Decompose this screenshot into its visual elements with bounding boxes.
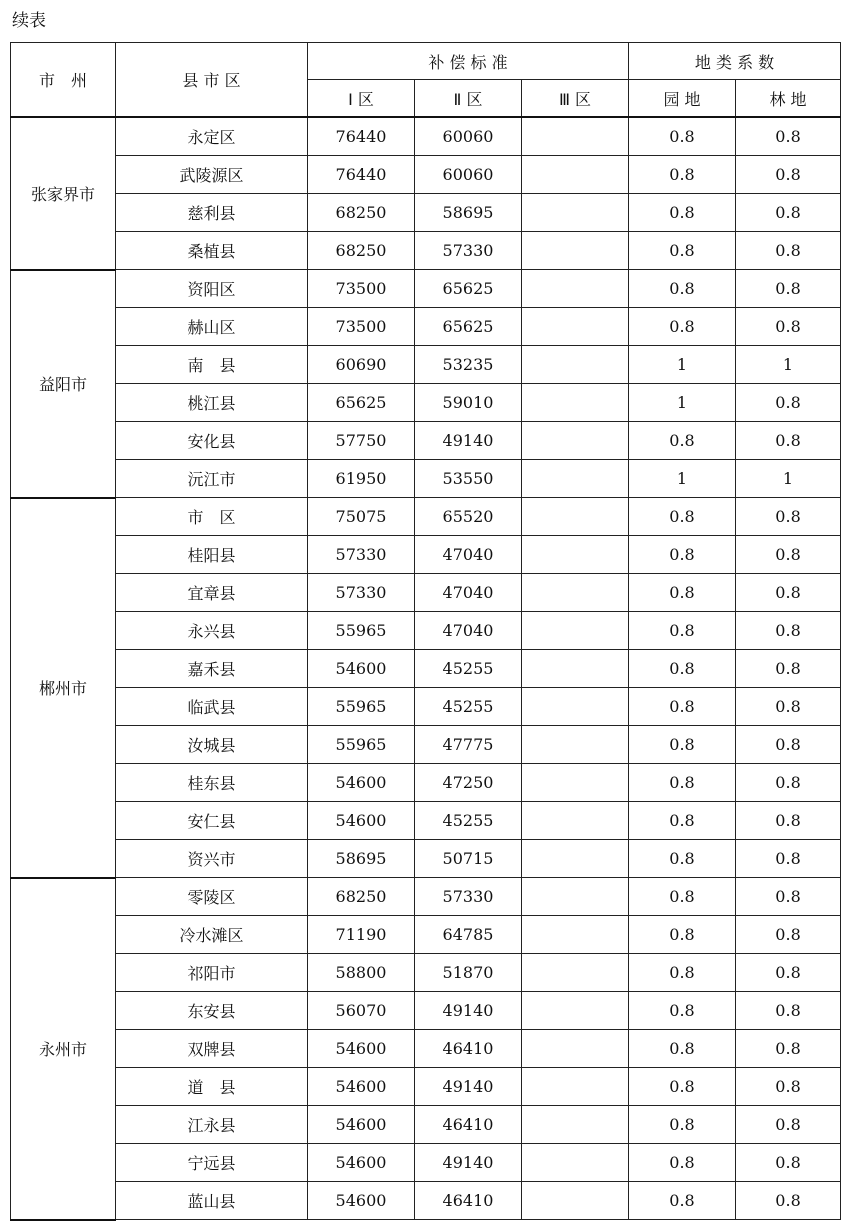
county-cell: 桑植县 [116, 232, 308, 270]
header-standard: 补 偿 标 准 [308, 43, 629, 80]
county-cell: 桂东县 [116, 764, 308, 802]
zone-2-cell: 57330 [415, 878, 522, 916]
zone-3-cell [522, 270, 629, 308]
table-row [11, 650, 841, 688]
header-zone-3: Ⅲ 区 [522, 80, 629, 118]
zone-1-cell: 55965 [308, 612, 415, 650]
county-cell: 市 区 [116, 498, 308, 536]
garden-coef-cell: 0.8 [629, 954, 736, 992]
table-row [11, 1030, 841, 1068]
zone-1-cell: 73500 [308, 270, 415, 308]
table-row [11, 840, 841, 878]
zone-1-cell: 57330 [308, 574, 415, 612]
zone-2-cell: 49140 [415, 992, 522, 1030]
zone-1-cell: 71190 [308, 916, 415, 954]
zone-1-cell: 73500 [308, 308, 415, 346]
zone-1-cell: 57330 [308, 536, 415, 574]
table-header [11, 43, 841, 118]
forest-coef-cell: 0.8 [736, 498, 841, 536]
header-zone-1: Ⅰ 区 [308, 80, 415, 118]
zone-3-cell [522, 1030, 629, 1068]
table-body [11, 117, 841, 1220]
zone-2-cell: 65625 [415, 308, 522, 346]
forest-coef-cell: 0.8 [736, 916, 841, 954]
zone-2-cell: 53550 [415, 460, 522, 498]
garden-coef-cell: 0.8 [629, 1106, 736, 1144]
forest-coef-cell: 1 [736, 460, 841, 498]
zone-1-cell: 54600 [308, 1182, 415, 1220]
forest-coef-cell: 0.8 [736, 117, 841, 156]
garden-coef-cell: 0.8 [629, 992, 736, 1030]
zone-3-cell [522, 650, 629, 688]
forest-coef-cell: 0.8 [736, 1144, 841, 1182]
zone-2-cell: 49140 [415, 1068, 522, 1106]
county-cell: 桂阳县 [116, 536, 308, 574]
garden-coef-cell: 0.8 [629, 878, 736, 916]
forest-coef-cell: 0.8 [736, 194, 841, 232]
garden-coef-cell: 0.8 [629, 117, 736, 156]
city-cell: 郴州市 [11, 498, 116, 878]
garden-coef-cell: 0.8 [629, 308, 736, 346]
county-cell: 桃江县 [116, 384, 308, 422]
zone-2-cell: 47775 [415, 726, 522, 764]
forest-coef-cell: 1 [736, 346, 841, 384]
zone-1-cell: 65625 [308, 384, 415, 422]
table-row [11, 156, 841, 194]
county-cell: 双牌县 [116, 1030, 308, 1068]
zone-3-cell [522, 1144, 629, 1182]
city-cell: 张家界市 [11, 117, 116, 270]
garden-coef-cell: 0.8 [629, 1144, 736, 1182]
forest-coef-cell: 0.8 [736, 384, 841, 422]
forest-coef-cell: 0.8 [736, 574, 841, 612]
county-cell: 永定区 [116, 117, 308, 156]
zone-3-cell [522, 688, 629, 726]
city-cell: 益阳市 [11, 270, 116, 498]
forest-coef-cell: 0.8 [736, 308, 841, 346]
zone-1-cell: 68250 [308, 878, 415, 916]
zone-2-cell: 53235 [415, 346, 522, 384]
zone-2-cell: 51870 [415, 954, 522, 992]
forest-coef-cell: 0.8 [736, 954, 841, 992]
zone-3-cell [522, 232, 629, 270]
zone-1-cell: 54600 [308, 1144, 415, 1182]
forest-coef-cell: 0.8 [736, 1182, 841, 1220]
county-cell: 安化县 [116, 422, 308, 460]
table-row [11, 726, 841, 764]
table-row [11, 612, 841, 650]
county-cell: 宁远县 [116, 1144, 308, 1182]
table-row [11, 764, 841, 802]
zone-3-cell [522, 460, 629, 498]
zone-1-cell: 55965 [308, 726, 415, 764]
table-row [11, 802, 841, 840]
zone-3-cell [522, 916, 629, 954]
zone-1-cell: 54600 [308, 1030, 415, 1068]
zone-3-cell [522, 1106, 629, 1144]
zone-3-cell [522, 726, 629, 764]
table-row [11, 498, 841, 536]
zone-2-cell: 46410 [415, 1030, 522, 1068]
zone-2-cell: 46410 [415, 1182, 522, 1220]
compensation-table [10, 42, 841, 1221]
garden-coef-cell: 0.8 [629, 156, 736, 194]
zone-3-cell [522, 992, 629, 1030]
table-row [11, 1144, 841, 1182]
zone-1-cell: 68250 [308, 232, 415, 270]
county-cell: 资阳区 [116, 270, 308, 308]
zone-1-cell: 54600 [308, 650, 415, 688]
header-county: 县 市 区 [116, 43, 308, 118]
zone-2-cell: 47040 [415, 574, 522, 612]
zone-1-cell: 58695 [308, 840, 415, 878]
zone-2-cell: 60060 [415, 117, 522, 156]
forest-coef-cell: 0.8 [736, 612, 841, 650]
county-cell: 安仁县 [116, 802, 308, 840]
zone-1-cell: 54600 [308, 1068, 415, 1106]
table-row [11, 1182, 841, 1220]
forest-coef-cell: 0.8 [736, 270, 841, 308]
county-cell: 永兴县 [116, 612, 308, 650]
zone-3-cell [522, 1068, 629, 1106]
zone-2-cell: 45255 [415, 802, 522, 840]
garden-coef-cell: 0.8 [629, 916, 736, 954]
zone-1-cell: 76440 [308, 156, 415, 194]
table-row [11, 232, 841, 270]
county-cell: 蓝山县 [116, 1182, 308, 1220]
table-row [11, 1106, 841, 1144]
forest-coef-cell: 0.8 [736, 726, 841, 764]
zone-1-cell: 68250 [308, 194, 415, 232]
forest-coef-cell: 0.8 [736, 1030, 841, 1068]
table-row [11, 916, 841, 954]
zone-1-cell: 54600 [308, 764, 415, 802]
table-row [11, 308, 841, 346]
zone-3-cell [522, 194, 629, 232]
table-row [11, 574, 841, 612]
garden-coef-cell: 0.8 [629, 1068, 736, 1106]
garden-coef-cell: 0.8 [629, 688, 736, 726]
table-row [11, 460, 841, 498]
zone-3-cell [522, 308, 629, 346]
zone-1-cell: 61950 [308, 460, 415, 498]
forest-coef-cell: 0.8 [736, 992, 841, 1030]
zone-3-cell [522, 878, 629, 916]
garden-coef-cell: 0.8 [629, 1030, 736, 1068]
garden-coef-cell: 1 [629, 346, 736, 384]
forest-coef-cell: 0.8 [736, 156, 841, 194]
garden-coef-cell: 0.8 [629, 574, 736, 612]
garden-coef-cell: 1 [629, 460, 736, 498]
zone-3-cell [522, 536, 629, 574]
county-cell: 慈利县 [116, 194, 308, 232]
garden-coef-cell: 0.8 [629, 764, 736, 802]
zone-2-cell: 45255 [415, 688, 522, 726]
table-row [11, 992, 841, 1030]
garden-coef-cell: 0.8 [629, 422, 736, 460]
county-cell: 宜章县 [116, 574, 308, 612]
zone-2-cell: 58695 [415, 194, 522, 232]
zone-2-cell: 65625 [415, 270, 522, 308]
county-cell: 嘉禾县 [116, 650, 308, 688]
zone-3-cell [522, 840, 629, 878]
forest-coef-cell: 0.8 [736, 650, 841, 688]
table-row [11, 688, 841, 726]
garden-coef-cell: 0.8 [629, 802, 736, 840]
county-cell: 沅江市 [116, 460, 308, 498]
forest-coef-cell: 0.8 [736, 232, 841, 270]
county-cell: 武陵源区 [116, 156, 308, 194]
header-coefficient: 地 类 系 数 [629, 43, 841, 80]
zone-2-cell: 47040 [415, 536, 522, 574]
county-cell: 祁阳市 [116, 954, 308, 992]
county-cell: 临武县 [116, 688, 308, 726]
garden-coef-cell: 0.8 [629, 270, 736, 308]
garden-coef-cell: 0.8 [629, 650, 736, 688]
zone-3-cell [522, 422, 629, 460]
forest-coef-cell: 0.8 [736, 802, 841, 840]
table-row [11, 117, 841, 156]
zone-1-cell: 55965 [308, 688, 415, 726]
zone-1-cell: 75075 [308, 498, 415, 536]
garden-coef-cell: 0.8 [629, 194, 736, 232]
county-cell: 东安县 [116, 992, 308, 1030]
zone-2-cell: 57330 [415, 232, 522, 270]
zone-2-cell: 45255 [415, 650, 522, 688]
garden-coef-cell: 0.8 [629, 498, 736, 536]
table-row [11, 878, 841, 916]
county-cell: 汝城县 [116, 726, 308, 764]
zone-2-cell: 60060 [415, 156, 522, 194]
forest-coef-cell: 0.8 [736, 422, 841, 460]
table-row [11, 384, 841, 422]
header-zone-2: Ⅱ 区 [415, 80, 522, 118]
header-city: 市 州 [11, 43, 116, 118]
garden-coef-cell: 0.8 [629, 232, 736, 270]
zone-1-cell: 57750 [308, 422, 415, 460]
county-cell: 道 县 [116, 1068, 308, 1106]
table-row [11, 954, 841, 992]
zone-2-cell: 46410 [415, 1106, 522, 1144]
table-row [11, 194, 841, 232]
forest-coef-cell: 0.8 [736, 764, 841, 802]
zone-3-cell [522, 346, 629, 384]
garden-coef-cell: 0.8 [629, 840, 736, 878]
zone-3-cell [522, 954, 629, 992]
zone-3-cell [522, 574, 629, 612]
city-cell: 永州市 [11, 878, 116, 1220]
zone-2-cell: 47040 [415, 612, 522, 650]
zone-3-cell [522, 802, 629, 840]
zone-2-cell: 59010 [415, 384, 522, 422]
forest-coef-cell: 0.8 [736, 840, 841, 878]
table-row [11, 536, 841, 574]
zone-2-cell: 49140 [415, 422, 522, 460]
zone-2-cell: 64785 [415, 916, 522, 954]
forest-coef-cell: 0.8 [736, 1106, 841, 1144]
county-cell: 赫山区 [116, 308, 308, 346]
zone-1-cell: 54600 [308, 1106, 415, 1144]
zone-3-cell [522, 498, 629, 536]
zone-1-cell: 58800 [308, 954, 415, 992]
header-garden: 园 地 [629, 80, 736, 118]
county-cell: 资兴市 [116, 840, 308, 878]
garden-coef-cell: 1 [629, 384, 736, 422]
table-row [11, 346, 841, 384]
zone-2-cell: 50715 [415, 840, 522, 878]
forest-coef-cell: 0.8 [736, 878, 841, 916]
zone-2-cell: 65520 [415, 498, 522, 536]
zone-3-cell [522, 612, 629, 650]
table-row [11, 270, 841, 308]
zone-3-cell [522, 384, 629, 422]
table-row [11, 1068, 841, 1106]
county-cell: 冷水滩区 [116, 916, 308, 954]
zone-2-cell: 49140 [415, 1144, 522, 1182]
county-cell: 零陵区 [116, 878, 308, 916]
zone-3-cell [522, 117, 629, 156]
county-cell: 南 县 [116, 346, 308, 384]
garden-coef-cell: 0.8 [629, 726, 736, 764]
table-row [11, 422, 841, 460]
garden-coef-cell: 0.8 [629, 612, 736, 650]
zone-3-cell [522, 764, 629, 802]
county-cell: 江永县 [116, 1106, 308, 1144]
zone-1-cell: 56070 [308, 992, 415, 1030]
zone-1-cell: 76440 [308, 117, 415, 156]
zone-3-cell [522, 156, 629, 194]
garden-coef-cell: 0.8 [629, 536, 736, 574]
forest-coef-cell: 0.8 [736, 688, 841, 726]
zone-3-cell [522, 1182, 629, 1220]
zone-1-cell: 60690 [308, 346, 415, 384]
forest-coef-cell: 0.8 [736, 536, 841, 574]
zone-1-cell: 54600 [308, 802, 415, 840]
garden-coef-cell: 0.8 [629, 1182, 736, 1220]
table-caption: 续表 [12, 11, 46, 31]
header-forest: 林 地 [736, 80, 841, 118]
zone-2-cell: 47250 [415, 764, 522, 802]
forest-coef-cell: 0.8 [736, 1068, 841, 1106]
